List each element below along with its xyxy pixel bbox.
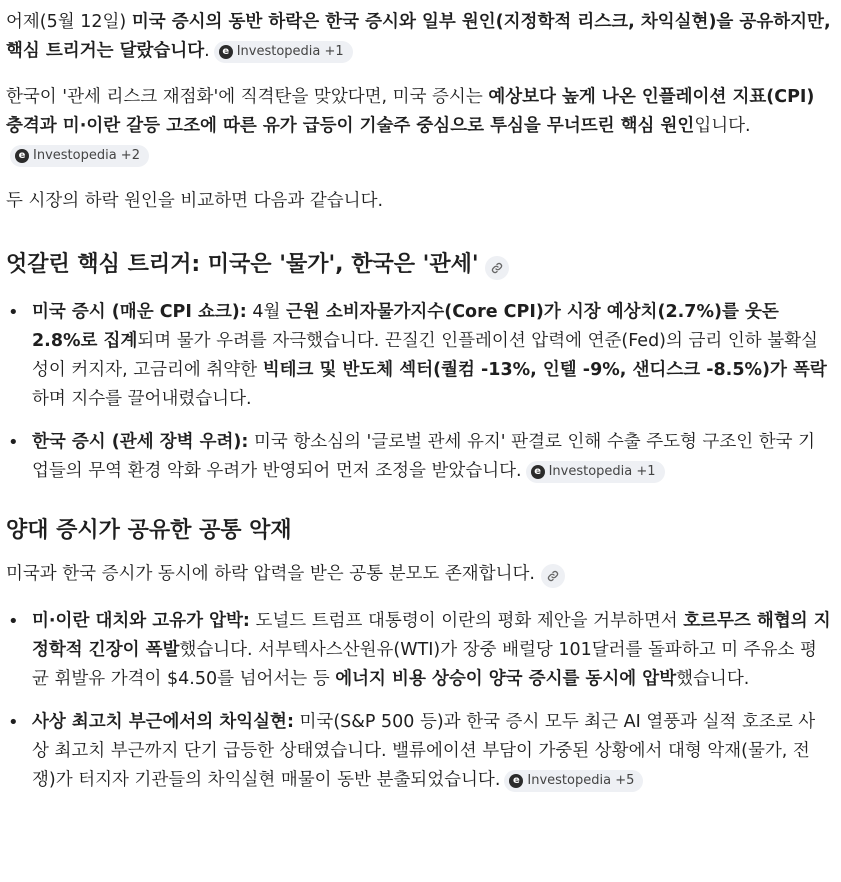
list-item	[6, 607, 831, 694]
item-label: 한국 증시 (관세 장벽 우려):	[32, 432, 249, 452]
intro-bold: 미국 증시의 동반 하락은 한국 증시와 일부 원인(지정학적 리스크, 차익실현)을 공유하지만, 핵심 트리거는 달랐습니다	[6, 12, 831, 61]
citation-chip[interactable]	[526, 461, 665, 483]
list-item	[6, 428, 831, 486]
item-text: 되며 물가 우려를 자극했습니다. 끈질긴 인플레이션 압력에 연준(Fed)의 금리 인하 불확실성이 커지자, 고금리에 취약한	[32, 331, 818, 380]
citation-chip[interactable]	[504, 770, 643, 792]
item-label: 미국 증시 (매운 CPI 쇼크):	[32, 302, 247, 322]
citation-label: Investopedia +2	[33, 148, 140, 163]
item-text: 했습니다. 서부텍사스산원유(WTI)가 장중 배럴당 101달러를 돌파하고 미 주유소 평균 휘발유 가격이 $4.50를 넘어서는 등	[32, 640, 817, 689]
item-text: 도널드 트럼프 대통령이 이란의 평화 제안을 거부하면서	[249, 611, 684, 631]
common-intro-text: 미국과 한국 증시가 동시에 하락 압력을 받은 공통 분모도 존재합니다.	[6, 564, 535, 584]
link-icon[interactable]	[541, 564, 565, 588]
intro-tail: .	[204, 41, 210, 61]
cause-tail: 입니다.	[694, 116, 751, 136]
citation-chip[interactable]	[214, 41, 353, 63]
list-item	[6, 298, 831, 414]
list-item	[6, 708, 831, 795]
citation-chip[interactable]	[10, 145, 149, 167]
item-bold: 근원 소비자물가지수(Core CPI)가 시장 예상치(2.7%)를 웃돈 2.8%로 집계	[32, 302, 779, 351]
item-label: 미·이란 대치와 고유가 압박:	[32, 611, 250, 631]
intro-lead: 어제(5월 12일)	[6, 12, 132, 32]
investopedia-logo-icon: e	[531, 465, 545, 479]
section-heading-triggers	[6, 250, 831, 280]
trigger-list	[6, 298, 831, 486]
cause-text: 한국이 '관세 리스크 재점화'에 직격탄을 맞았다면, 미국 증시는	[6, 87, 489, 107]
cause-bold: 예상보다 높게 나온 인플레이션 지표(CPI) 충격과 미·이란 갈등 고조에 따른 유가 급등이 기술주 중심으로 투심을 무너뜨린 핵심 원인	[6, 87, 815, 136]
investopedia-logo-icon: e	[509, 774, 523, 788]
intro-paragraph	[6, 0, 831, 66]
item-text: 4월	[246, 302, 286, 322]
link-icon[interactable]	[485, 256, 509, 280]
item-label: 사상 최고치 부근에서의 차익실현:	[32, 712, 294, 732]
item-bold: 에너지 비용 상승이 양국 증시를 동시에 압박	[335, 669, 677, 689]
investopedia-logo-icon: e	[219, 45, 233, 59]
item-text: 미국(S&P 500 등)과 한국 증시 모두 최근 AI 열풍과 실적 호조로 사상 최고치 부근까지 단기 급등한 상태였습니다. 밸류에이션 부담이 가중된 상황에서 대형 악재(물가, 전쟁)가 터지자 기관들의 차익실현 매물이 동반 분출되었습니다.	[32, 712, 816, 790]
citation-label: Investopedia +1	[236, 44, 344, 59]
citation-label: Investopedia +5	[527, 773, 635, 788]
cause-paragraph	[6, 83, 831, 170]
item-text: 했습니다.	[676, 669, 750, 689]
common-factor-list	[6, 607, 831, 795]
investopedia-logo-icon: e	[15, 149, 29, 163]
comparison-intro: 두 시장의 하락 원인을 비교하면 다음과 같습니다.	[6, 191, 384, 211]
item-text: 미국 항소심의 '글로벌 관세 유지' 판결로 인해 수출 주도형 구조인 한국 기업들의 무역 환경 악화 우려가 반영되어 먼저 조정을 받았습니다.	[32, 432, 816, 481]
item-bold: 빅테크 및 반도체 섹터(퀄컴 -13%, 인텔 -9%, 샌디스크 -8.5%)가 폭락	[262, 360, 827, 380]
section-heading-text: 엇갈린 핵심 트리거: 미국은 '물가', 한국은 '관세'	[6, 252, 479, 277]
item-bold: 호르무즈 해협의 지정학적 긴장이 폭발	[32, 611, 831, 660]
citation-label: Investopedia +1	[548, 464, 656, 479]
section-heading-common: 양대 증시가 공유한 공통 악재	[6, 518, 292, 543]
common-intro	[6, 560, 831, 589]
item-text: 하며 지수를 끌어내렸습니다.	[32, 389, 252, 409]
